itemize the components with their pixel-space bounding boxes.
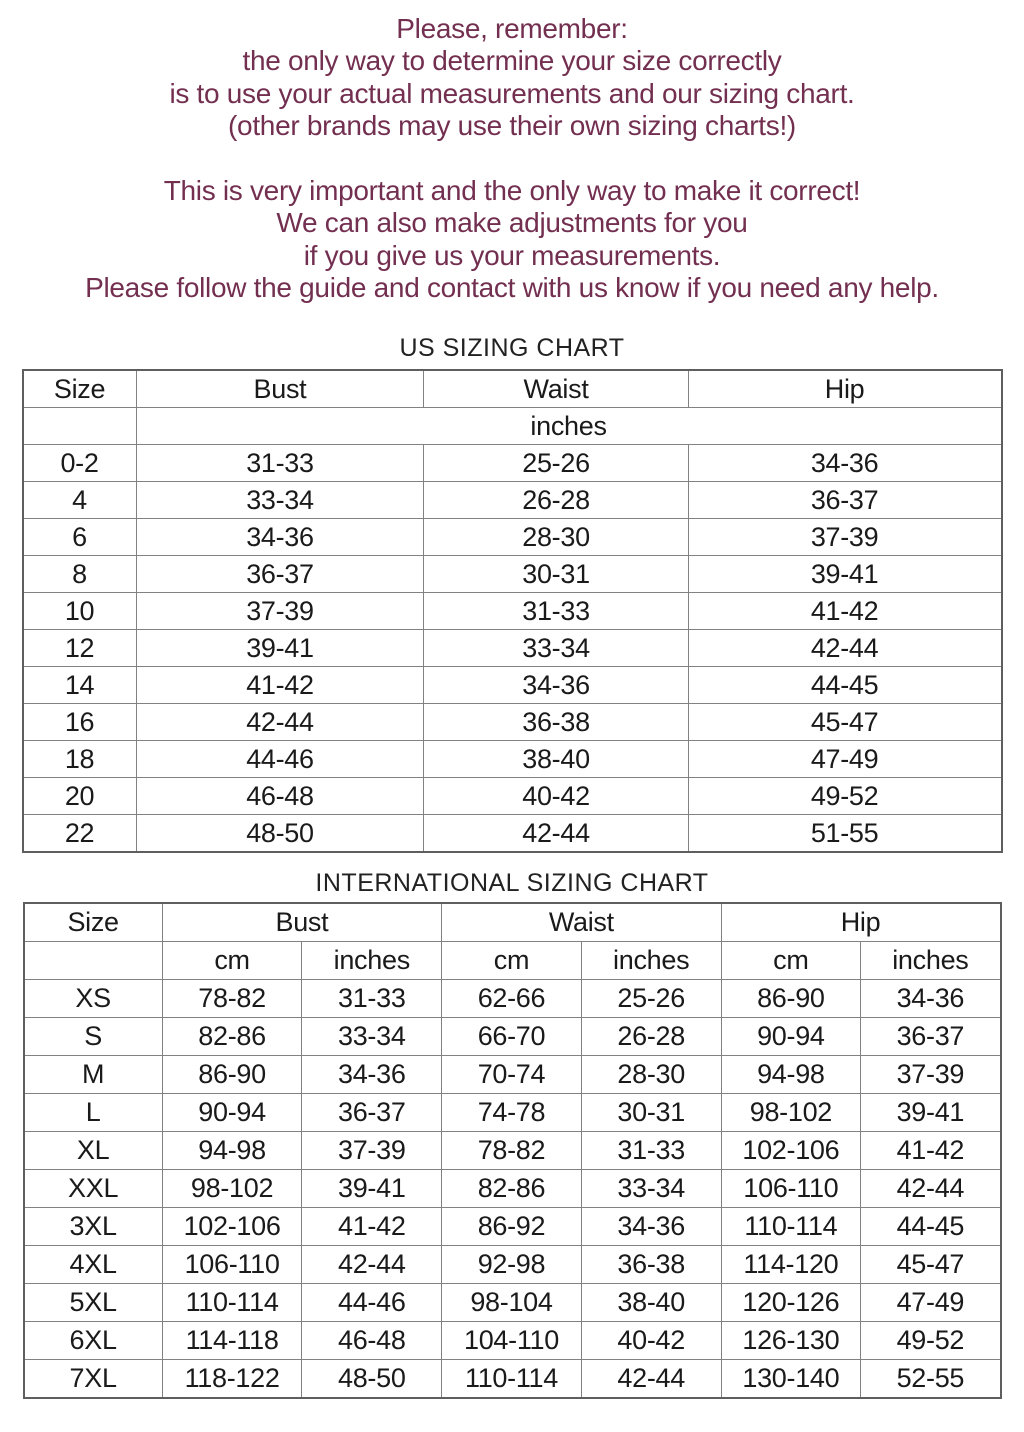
measurement-cell: 120-126 [721, 1284, 861, 1322]
measurement-cell: 41-42 [688, 593, 1001, 630]
measurement-cell: 33-34 [302, 1018, 442, 1056]
measurement-cell: 102-106 [162, 1208, 302, 1246]
measurement-cell: 82-86 [442, 1170, 582, 1208]
size-cell: L [24, 1094, 163, 1132]
measurement-cell: 114-120 [721, 1246, 861, 1284]
measurement-cell: 42-44 [688, 630, 1001, 667]
measurement-cell: 36-38 [581, 1246, 721, 1284]
measurement-cell: 44-46 [136, 741, 424, 778]
size-cell: 8 [23, 556, 137, 593]
size-cell: M [24, 1056, 163, 1094]
table-row [23, 593, 1002, 630]
table-row [24, 1132, 1001, 1170]
size-cell: 14 [23, 667, 137, 704]
intl-unit-waist-inches: inches [581, 942, 721, 980]
measurement-cell: 78-82 [442, 1132, 582, 1170]
size-cell: XS [24, 980, 163, 1018]
measurement-cell: 118-122 [162, 1360, 302, 1399]
measurement-cell: 36-37 [861, 1018, 1001, 1056]
measurement-cell: 25-26 [424, 445, 688, 482]
size-cell: 12 [23, 630, 137, 667]
table-row [23, 741, 1002, 778]
intl-chart-title: INTERNATIONAL SIZING CHART [315, 869, 709, 898]
intl-unit-row [24, 942, 1001, 980]
intl-col-bust: Bust [162, 903, 441, 942]
measurement-cell: 92-98 [442, 1246, 582, 1284]
measurement-cell: 86-90 [721, 980, 861, 1018]
measurement-cell: 37-39 [302, 1132, 442, 1170]
measurement-cell: 42-44 [136, 704, 424, 741]
table-row [23, 556, 1002, 593]
measurement-cell: 37-39 [688, 519, 1001, 556]
measurement-cell: 31-33 [581, 1132, 721, 1170]
size-cell: 5XL [24, 1284, 163, 1322]
intro-line-7: if you give us your measurements. [303, 239, 721, 271]
measurement-cell: 36-37 [136, 556, 424, 593]
measurement-cell: 33-34 [581, 1170, 721, 1208]
measurement-cell: 74-78 [442, 1094, 582, 1132]
measurement-cell: 41-42 [302, 1208, 442, 1246]
intro-line-2: the only way to determine your size correctly [242, 45, 782, 77]
measurement-cell: 49-52 [688, 778, 1001, 815]
size-cell: 7XL [24, 1360, 163, 1399]
intro-line-3: is to use your actual measurements and our sizing chart. [169, 77, 855, 109]
size-cell: 0-2 [23, 445, 137, 482]
measurement-cell: 36-37 [302, 1094, 442, 1132]
measurement-cell: 34-36 [424, 667, 688, 704]
measurement-cell: 130-140 [721, 1360, 861, 1399]
measurement-cell: 52-55 [861, 1360, 1001, 1399]
table-row [24, 1208, 1001, 1246]
measurement-cell: 51-55 [688, 815, 1001, 853]
size-cell: 22 [23, 815, 137, 853]
size-cell: 3XL [24, 1208, 163, 1246]
table-row [24, 1360, 1001, 1399]
measurement-cell: 94-98 [721, 1056, 861, 1094]
measurement-cell: 98-104 [442, 1284, 582, 1322]
table-row [23, 519, 1002, 556]
table-row [24, 1018, 1001, 1056]
intl-col-hip: Hip [721, 903, 1000, 942]
measurement-cell: 28-30 [424, 519, 688, 556]
size-cell: 18 [23, 741, 137, 778]
measurement-cell: 110-114 [442, 1360, 582, 1399]
us-sizing-table [22, 369, 1003, 853]
measurement-cell: 31-33 [424, 593, 688, 630]
us-col-bust: Bust [136, 370, 424, 408]
measurement-cell: 104-110 [442, 1322, 582, 1360]
measurement-cell: 41-42 [861, 1132, 1001, 1170]
table-row [23, 482, 1002, 519]
intl-unit-hip-inches: inches [861, 942, 1001, 980]
measurement-cell: 62-66 [442, 980, 582, 1018]
measurement-cell: 36-38 [424, 704, 688, 741]
intro-line-8: Please follow the guide and contact with us know if you need any help. [85, 272, 939, 304]
measurement-cell: 37-39 [861, 1056, 1001, 1094]
us-col-waist: Waist [424, 370, 688, 408]
intro-line-5: This is very important and the only way to make it correct! [163, 175, 861, 207]
measurement-cell: 34-36 [136, 519, 424, 556]
us-unit-empty-cell [23, 408, 137, 445]
intro-text [0, 0, 1024, 304]
intro-line-4: (other brands may use their own sizing charts!) [228, 109, 796, 141]
measurement-cell: 42-44 [424, 815, 688, 853]
measurement-cell: 102-106 [721, 1132, 861, 1170]
size-cell: 6 [23, 519, 137, 556]
measurement-cell: 31-33 [302, 980, 442, 1018]
measurement-cell: 40-42 [581, 1322, 721, 1360]
measurement-cell: 106-110 [721, 1170, 861, 1208]
intl-unit-bust-cm: cm [162, 942, 302, 980]
measurement-cell: 39-41 [136, 630, 424, 667]
table-row [24, 1094, 1001, 1132]
measurement-cell: 126-130 [721, 1322, 861, 1360]
measurement-cell: 44-46 [302, 1284, 442, 1322]
measurement-cell: 34-36 [581, 1208, 721, 1246]
intl-col-size: Size [24, 903, 163, 942]
table-row [23, 704, 1002, 741]
intl-col-waist: Waist [442, 903, 721, 942]
measurement-cell: 25-26 [581, 980, 721, 1018]
measurement-cell: 44-45 [861, 1208, 1001, 1246]
measurement-cell: 94-98 [162, 1132, 302, 1170]
measurement-cell: 46-48 [302, 1322, 442, 1360]
intl-header-row [24, 903, 1001, 942]
measurement-cell: 30-31 [581, 1094, 721, 1132]
measurement-cell: 41-42 [136, 667, 424, 704]
measurement-cell: 98-102 [721, 1094, 861, 1132]
measurement-cell: 48-50 [136, 815, 424, 853]
measurement-cell: 42-44 [581, 1360, 721, 1399]
table-row [24, 1284, 1001, 1322]
size-cell: 6XL [24, 1322, 163, 1360]
intro-line-6: We can also make adjustments for you [276, 207, 748, 239]
table-row [24, 1170, 1001, 1208]
us-col-size: Size [23, 370, 137, 408]
intl-unit-waist-cm: cm [442, 942, 582, 980]
measurement-cell: 40-42 [424, 778, 688, 815]
measurement-cell: 37-39 [136, 593, 424, 630]
measurement-cell: 46-48 [136, 778, 424, 815]
measurement-cell: 26-28 [424, 482, 688, 519]
intl-unit-empty-cell [24, 942, 163, 980]
measurement-cell: 110-114 [162, 1284, 302, 1322]
size-cell: 10 [23, 593, 137, 630]
measurement-cell: 34-36 [302, 1056, 442, 1094]
measurement-cell: 114-118 [162, 1322, 302, 1360]
measurement-cell: 44-45 [688, 667, 1001, 704]
measurement-cell: 90-94 [162, 1094, 302, 1132]
measurement-cell: 110-114 [721, 1208, 861, 1246]
intl-unit-bust-inches: inches [302, 942, 442, 980]
table-row [24, 1056, 1001, 1094]
table-row [23, 630, 1002, 667]
measurement-cell: 39-41 [302, 1170, 442, 1208]
size-cell: 20 [23, 778, 137, 815]
size-cell: 16 [23, 704, 137, 741]
table-row [23, 778, 1002, 815]
measurement-cell: 45-47 [861, 1246, 1001, 1284]
intl-sizing-table [23, 902, 1002, 1399]
measurement-cell: 49-52 [861, 1322, 1001, 1360]
measurement-cell: 86-90 [162, 1056, 302, 1094]
intro-blocks-gap [0, 142, 1024, 175]
measurement-cell: 70-74 [442, 1056, 582, 1094]
measurement-cell: 30-31 [424, 556, 688, 593]
table-row [23, 445, 1002, 482]
measurement-cell: 39-41 [688, 556, 1001, 593]
measurement-cell: 106-110 [162, 1246, 302, 1284]
measurement-cell: 38-40 [581, 1284, 721, 1322]
measurement-cell: 36-37 [688, 482, 1001, 519]
measurement-cell: 26-28 [581, 1018, 721, 1056]
measurement-cell: 48-50 [302, 1360, 442, 1399]
size-cell: XXL [24, 1170, 163, 1208]
us-chart-title: US SIZING CHART [399, 334, 625, 363]
table-row [23, 815, 1002, 853]
measurement-cell: 98-102 [162, 1170, 302, 1208]
measurement-cell: 33-34 [424, 630, 688, 667]
measurement-cell: 42-44 [302, 1246, 442, 1284]
measurement-cell: 39-41 [861, 1094, 1001, 1132]
measurement-cell: 90-94 [721, 1018, 861, 1056]
us-unit-row [23, 408, 1002, 445]
measurement-cell: 33-34 [136, 482, 424, 519]
intl-unit-hip-cm: cm [721, 942, 861, 980]
measurement-cell: 34-36 [861, 980, 1001, 1018]
table-row [24, 1246, 1001, 1284]
size-cell: S [24, 1018, 163, 1056]
size-cell: 4XL [24, 1246, 163, 1284]
us-header-row [23, 370, 1002, 408]
us-col-hip: Hip [688, 370, 1001, 408]
intro-line-1: Please, remember: [396, 13, 628, 44]
measurement-cell: 31-33 [136, 445, 424, 482]
table-row [24, 1322, 1001, 1360]
us-unit-label: inches [136, 408, 1001, 445]
table-row [23, 667, 1002, 704]
size-cell: 4 [23, 482, 137, 519]
measurement-cell: 42-44 [861, 1170, 1001, 1208]
measurement-cell: 82-86 [162, 1018, 302, 1056]
measurement-cell: 66-70 [442, 1018, 582, 1056]
table-row [24, 980, 1001, 1018]
size-cell: XL [24, 1132, 163, 1170]
measurement-cell: 45-47 [688, 704, 1001, 741]
measurement-cell: 28-30 [581, 1056, 721, 1094]
measurement-cell: 78-82 [162, 980, 302, 1018]
measurement-cell: 47-49 [861, 1284, 1001, 1322]
measurement-cell: 86-92 [442, 1208, 582, 1246]
measurement-cell: 34-36 [688, 445, 1001, 482]
measurement-cell: 47-49 [688, 741, 1001, 778]
measurement-cell: 38-40 [424, 741, 688, 778]
